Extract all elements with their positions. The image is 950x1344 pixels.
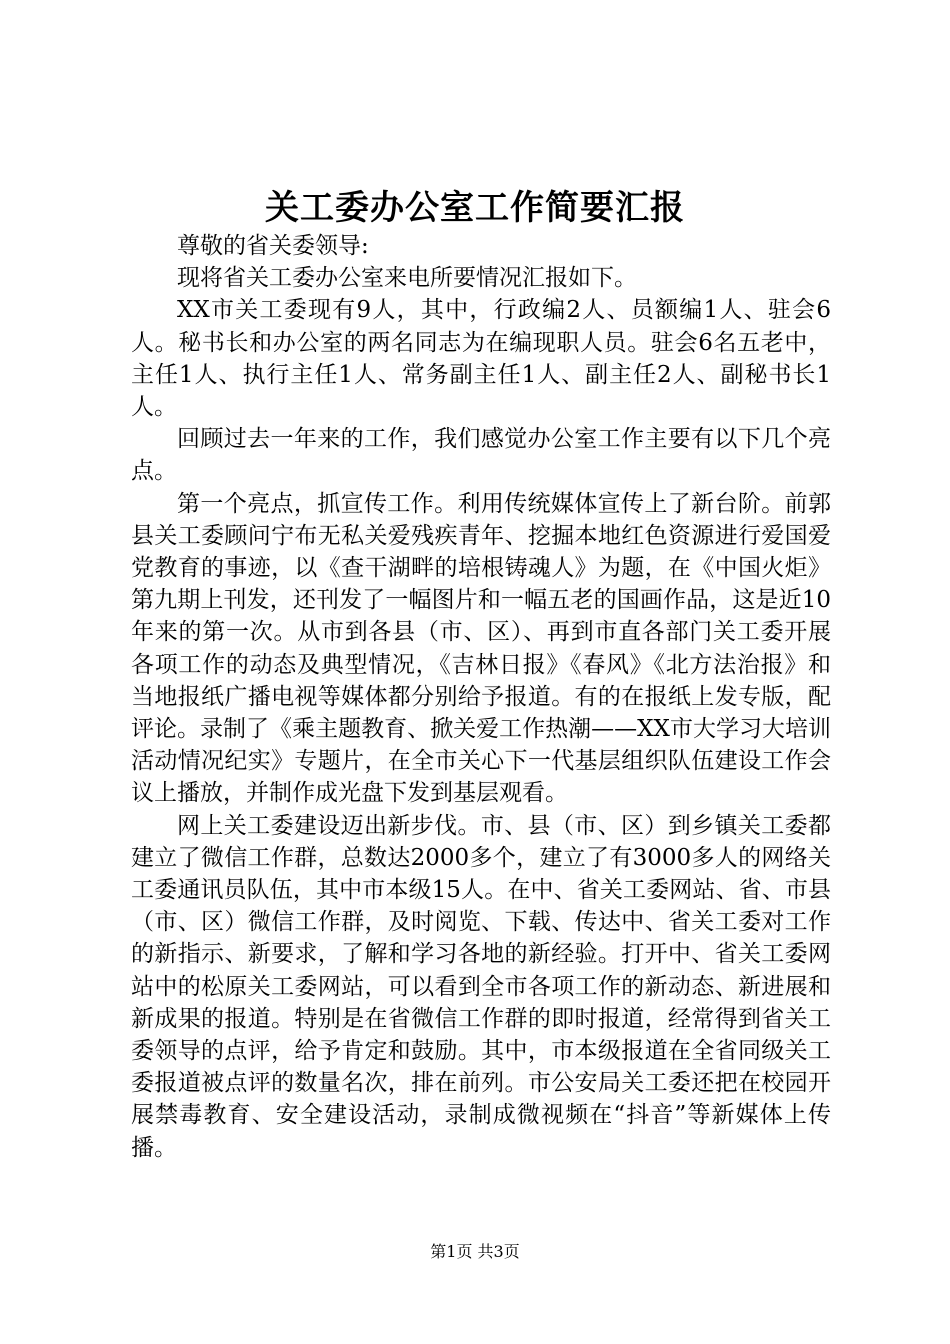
review-paragraph: 回顾过去一年来的工作，我们感觉办公室工作主要有以下几个亮点。 [131,426,831,485]
publicity-paragraph: 第一个亮点，抓宣传工作。利用传统媒体宣传上了新台阶。前郭县关工委顾问宁布无私关爱残疾青年、挖掘本地红色资源进行爱国爱党教育的事迹，以《查干湖畔的培根铸魂人》为题，在《中国火炬》第九期上刊发，还刊发了一幅图片和一幅五老的国画作品，这是近10年来的第一次。从市到各县（市、区）、再到市直各部门关工委开展各项工作的动态及典型情况，《吉林日报》《春风》《北方法治报》和当地报纸广播电视等媒体都分别给予报道。有的在报纸上发专版，配评论。录制了《乘主题教育、掀关爱工作热潮——XX市大学习大培训活动情况纪实》专题片，在全市关心下一代基层组织队伍建设工作会议上播放，并制作成光盘下发到基层观看。 [131,490,831,807]
document-title: 关工委办公室工作简要汇报 [265,188,685,228]
page-footer: 第1页 共3页 [430,1242,520,1261]
salutation-paragraph: 尊敬的省关委领导: [177,233,369,259]
online-paragraph: 网上关工委建设迈出新步伐。市、县（市、区）到乡镇关工委都建立了微信工作群，总数达2000多个，建立了有3000多人的网络关工委通讯员队伍，其中市本级15人。在中、省关工委网站、省、市县（市、区）微信工作群，及时阅览、下载、传达中、省关工委对工作的新指示、新要求，了解和学习各地的新经验。打开中、省关工委网站中的松原关工委网站，可以看到全市各项工作的新动态、新进展和新成果的报道。特别是在省微信工作群的即时报道，经常得到省关工委领导的点评，给予肯定和鼓励。其中，市本级报道在全省同级关工委报道被点评的数量名次，排在前列。市公安局关工委还把在校园开展禁毒教育、安全建设活动，录制成微视频在“抖音”等新媒体上传播。 [131,812,831,1161]
intro-paragraph: 现将省关工委办公室来电所要情况汇报如下。 [177,265,637,292]
staffing-paragraph: XX市关工委现有9人，其中，行政编2人、员额编1人、驻会6人。秘书长和办公室的两名同志为在编现职人员。驻会6名五老中，主任1人、执行主任1人、常务副主任1人、副主任2人、副秘书长1人。 [131,297,831,421]
document-body [131,230,831,1164]
